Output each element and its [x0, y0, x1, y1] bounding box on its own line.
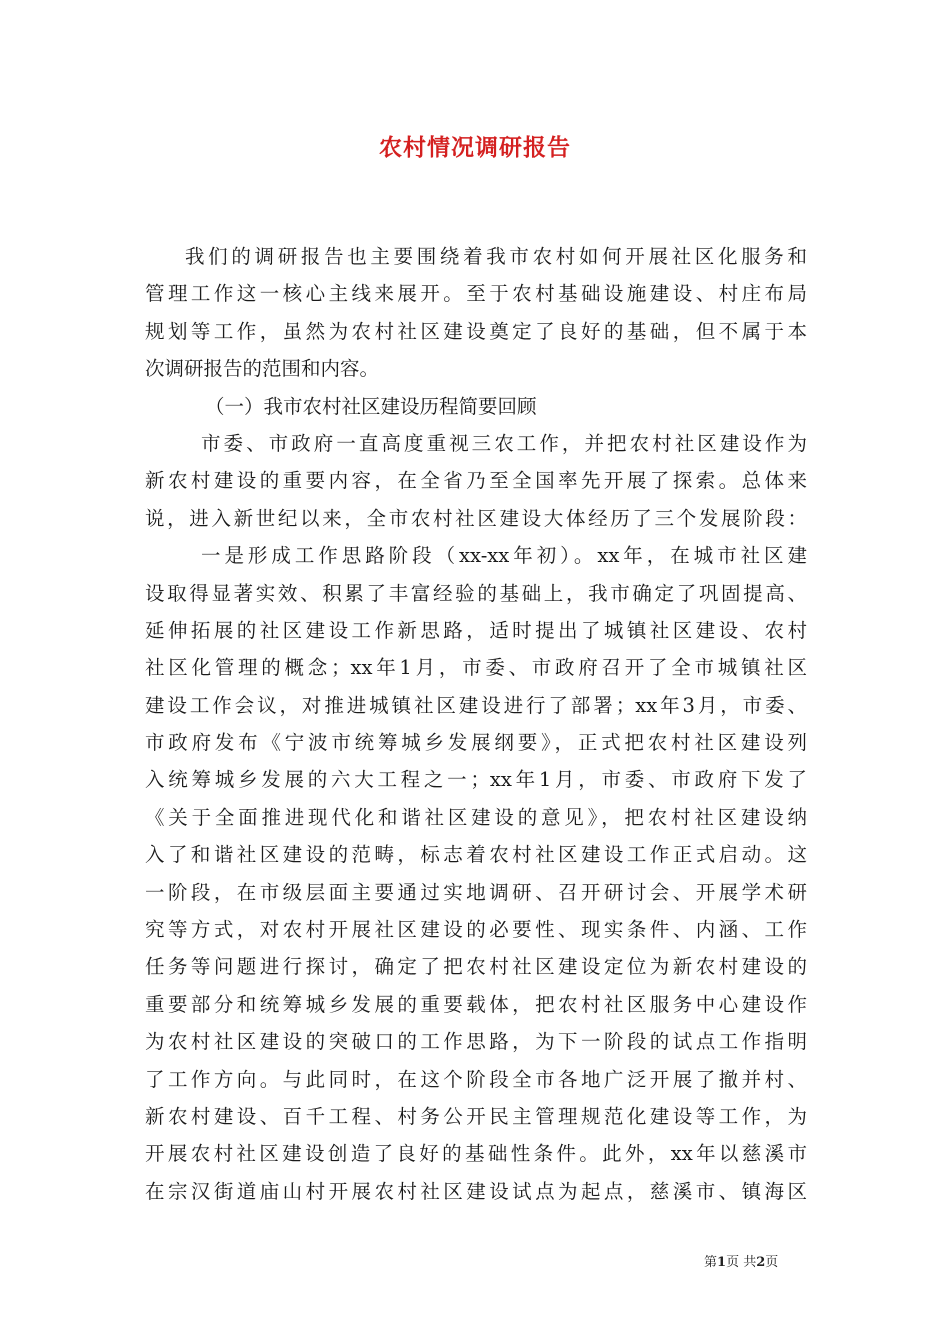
page-number-footer: [704, 1251, 778, 1270]
paragraph-line: 新农村建设、百千工程、村务公开民主管理规范化建设等工作，为: [145, 1104, 807, 1128]
document-title: 农村情况调研报告: [379, 134, 571, 161]
document-body: [145, 238, 807, 1210]
paragraph-line: 《关于全面推进现代化和谐社区建设的意见》，把农村社区建设纳: [145, 805, 807, 829]
paragraph-line: 一阶段，在市级层面主要通过实地调研、召开研讨会、开展学术研: [145, 880, 807, 904]
paragraph-line: 入了和谐社区建设的范畴，标志着农村社区建设工作正式启动。这: [145, 843, 807, 867]
footer-suffix: 页: [765, 1255, 779, 1270]
paragraph-line: 管理工作这一核心主线来展开。至于农村基础设施建设、村庄布局: [145, 282, 807, 306]
paragraph-line: 次调研报告的范围和内容。: [145, 357, 380, 381]
paragraph-line: 开展农村社区建设创造了良好的基础性条件。此外，xx年以慈溪市: [145, 1142, 807, 1166]
footer-middle: 页 共: [726, 1255, 757, 1270]
paragraph-line: 市委、市政府一直高度重视三农工作，并把农村社区建设作为: [201, 431, 807, 455]
paragraph-line: 一是形成工作思路阶段（xx-xx年初）。xx年，在城市社区建: [201, 544, 807, 568]
paragraph-line: 我们的调研报告也主要围绕着我市农村如何开展社区化服务和: [185, 245, 807, 268]
paragraph-line: 延伸拓展的社区建设工作新思路，适时提出了城镇社区建设、农村: [145, 618, 807, 642]
paragraph-line: 新农村建设的重要内容，在全省乃至全国率先开展了探索。总体来: [145, 469, 807, 493]
paragraph-line: 在宗汉街道庙山村开展农村社区建设试点为起点，慈溪市、镇海区: [145, 1179, 807, 1203]
paragraph-line: 究等方式，对农村开展社区建设的必要性、现实条件、内涵、工作: [145, 918, 807, 942]
footer-prefix: 第: [704, 1255, 718, 1270]
paragraph-line: 规划等工作，虽然为农村社区建设奠定了良好的基础，但不属于本: [145, 319, 807, 343]
paragraph-line: 建设工作会议，对推进城镇社区建设进行了部署；xx年3月，市委、: [145, 693, 807, 717]
paragraph-line: 为农村社区建设的突破口的工作思路，为下一阶段的试点工作指明: [145, 1030, 807, 1054]
total-page-count: 2: [756, 1255, 766, 1270]
current-page-number: 1: [717, 1255, 727, 1270]
paragraph-line: 了工作方向。与此同时，在这个阶段全市各地广泛开展了撤并村、: [145, 1067, 807, 1091]
paragraph-line: 社区化管理的概念；xx年1月，市委、市政府召开了全市城镇社区: [145, 656, 807, 680]
paragraph-line: 说，进入新世纪以来，全市农村社区建设大体经历了三个发展阶段：: [145, 506, 807, 530]
paragraph-line: 入统筹城乡发展的六大工程之一；xx年1月，市委、市政府下发了: [145, 768, 807, 792]
paragraph-line: 设取得显著实效、积累了丰富经验的基础上，我市确定了巩固提高、: [145, 581, 807, 605]
paragraph-line: 市政府发布《宁波市统筹城乡发展纲要》，正式把农村社区建设列: [145, 731, 807, 755]
paragraph-line: 任务等问题进行探讨，确定了把农村社区建设定位为新农村建设的: [145, 955, 807, 979]
section-heading: （一）我市农村社区建设历程简要回顾: [205, 394, 537, 418]
paragraph-line: 重要部分和统筹城乡发展的重要载体，把农村社区服务中心建设作: [145, 992, 807, 1016]
